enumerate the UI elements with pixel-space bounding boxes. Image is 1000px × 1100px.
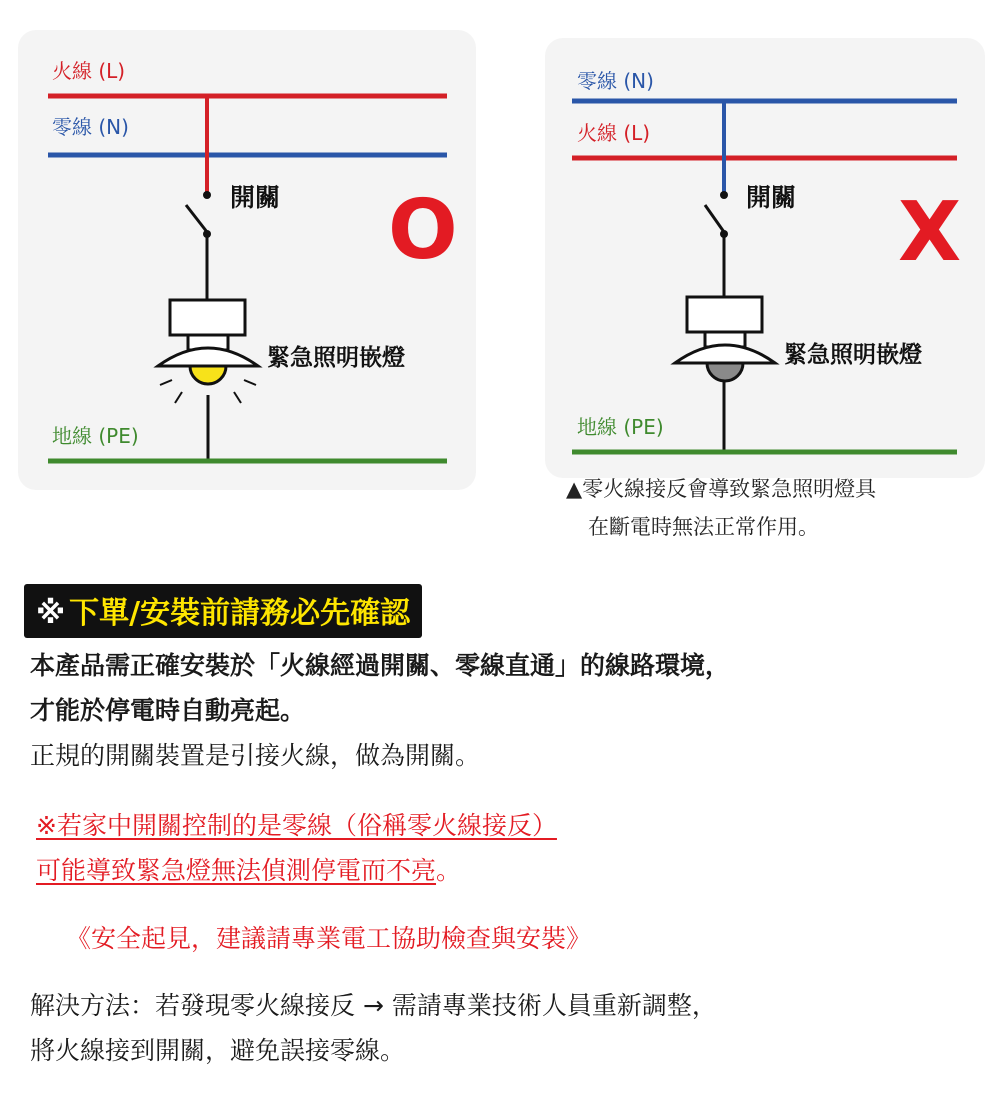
notice-title [24, 584, 422, 638]
neutral-wire-label: 零線 (N) [52, 115, 129, 139]
warning-line-2 [36, 850, 461, 892]
neutral-wire-label: 零線 (N) [577, 69, 654, 93]
unlit-bulb [707, 363, 743, 381]
diagram-caption [566, 470, 986, 546]
lamp-shade [675, 345, 775, 363]
live-wire-label: 火線 (L) [52, 59, 126, 83]
requirement-line-3: 正規的開關裝置是引接火線，做為開關。 [30, 741, 481, 770]
notice-mark: ※ [36, 596, 66, 631]
switch-label: 開關 [230, 183, 281, 212]
correct-mark: O [388, 183, 458, 278]
incorrect-mark: X [898, 185, 962, 280]
lamp-label: 緊急照明嵌燈 [784, 342, 922, 368]
notice-title-text: 下單/安裝前請務必先確認 [69, 596, 411, 631]
lamp-label: 緊急照明嵌燈 [267, 345, 405, 371]
warning-line-1 [36, 805, 557, 847]
ground-wire-label: 地線 (PE) [577, 415, 664, 439]
solution-line-1: 解決方法：若發現零火線接反 → 需請專業技術人員重新調整， [30, 991, 717, 1020]
caption-line-1: ▲零火線接反會導致緊急照明燈具 [566, 477, 877, 501]
switch-contact-top [720, 191, 728, 199]
lamp-housing [687, 297, 762, 332]
solution-line-2: 將火線接到開關，避免誤接零線。 [30, 1036, 406, 1065]
right-diagram [572, 69, 961, 452]
warning-line-2-text: 可能導致緊急燈無法偵測停電而不亮 [36, 856, 437, 885]
live-wire-label: 火線 (L) [577, 121, 651, 145]
requirement-line-1: 本產品需正確安裝於「火線經過開關、零線直通」的線路環境， [30, 651, 731, 680]
safety-notice: 《安全起見，建議請專業電工協助檢查與安裝》 [66, 924, 592, 953]
switch-lever [705, 205, 724, 232]
switch-label: 開關 [746, 183, 797, 212]
warning-line-2-end: 。 [436, 856, 462, 885]
warning-line-1-text: ※若家中開關控制的是零線（俗稱零火線接反） [36, 811, 557, 840]
requirement-line-2: 才能於停電時自動亮起。 [30, 696, 306, 725]
ground-wire-label: 地線 (PE) [52, 424, 139, 448]
caption-line-2: 在斷電時無法正常作用。 [588, 515, 819, 539]
